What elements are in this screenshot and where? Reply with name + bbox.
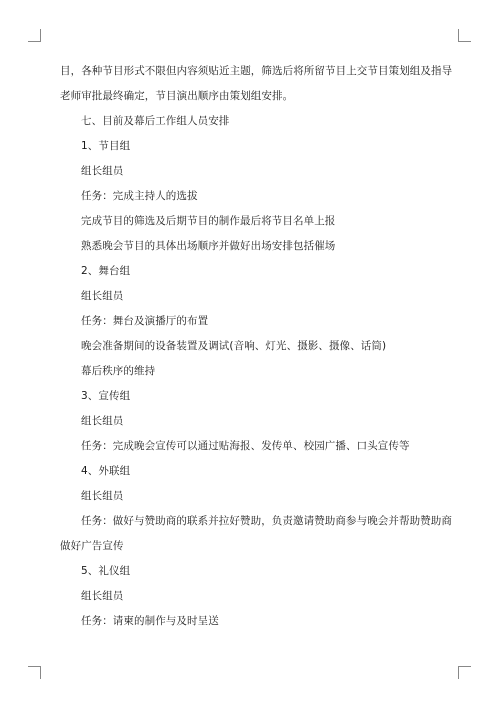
text-line: 组长组员 bbox=[81, 590, 124, 602]
text-line: 任务：完成主持人的选拔 bbox=[81, 190, 198, 202]
text-line: 组长组员 bbox=[81, 415, 124, 427]
text-line: 完成节目的筛选及后期节目的制作最后将节目名单上报 bbox=[81, 215, 336, 227]
crop-mark-top-left bbox=[28, 29, 41, 42]
text-line: 组长组员 bbox=[81, 490, 124, 502]
crop-mark-top-right bbox=[458, 29, 471, 42]
crop-mark-bottom-left bbox=[28, 666, 41, 679]
text-line: 2、舞台组 bbox=[81, 265, 131, 277]
text-line: 做好广告宣传 bbox=[60, 540, 124, 552]
text-line: 任务：做好与赞助商的联系并拉好赞助，负责邀请赞助商参与晚会并帮助赞助商 bbox=[81, 515, 452, 527]
text-line: 目，各种节目形式不限但内容须贴近主题，筛选后将所留节目上交节目策划组及指导 bbox=[60, 65, 453, 77]
text-line: 3、宣传组 bbox=[81, 390, 131, 402]
text-line: 组长组员 bbox=[81, 165, 124, 177]
text-line: 任务：完成晚会宣传可以通过贴海报、发传单、校园广播、口头宣传等 bbox=[81, 440, 410, 452]
text-line: 七、目前及幕后工作组人员安排 bbox=[81, 115, 230, 127]
text-line: 任务：请柬的制作与及时呈送 bbox=[81, 615, 219, 627]
text-line: 组长组员 bbox=[81, 290, 124, 302]
text-line: 4、外联组 bbox=[81, 465, 131, 477]
text-line: 晚会准备期间的设备装置及调试(音响、灯光、摄影、摄像、话筒) bbox=[81, 340, 387, 352]
text-line: 老师审批最终确定，节目演出顺序由策划组安排。 bbox=[60, 90, 294, 102]
text-line: 熟悉晚会节目的具体出场顺序并做好出场安排包括催场 bbox=[81, 240, 336, 252]
document-body bbox=[60, 64, 453, 639]
text-line: 5、礼仪组 bbox=[81, 565, 131, 577]
crop-mark-bottom-right bbox=[458, 666, 471, 679]
text-line: 幕后秩序的维持 bbox=[81, 365, 156, 377]
text-line: 1、节目组 bbox=[81, 140, 131, 152]
text-line: 任务：舞台及演播厅的布置 bbox=[81, 315, 209, 327]
